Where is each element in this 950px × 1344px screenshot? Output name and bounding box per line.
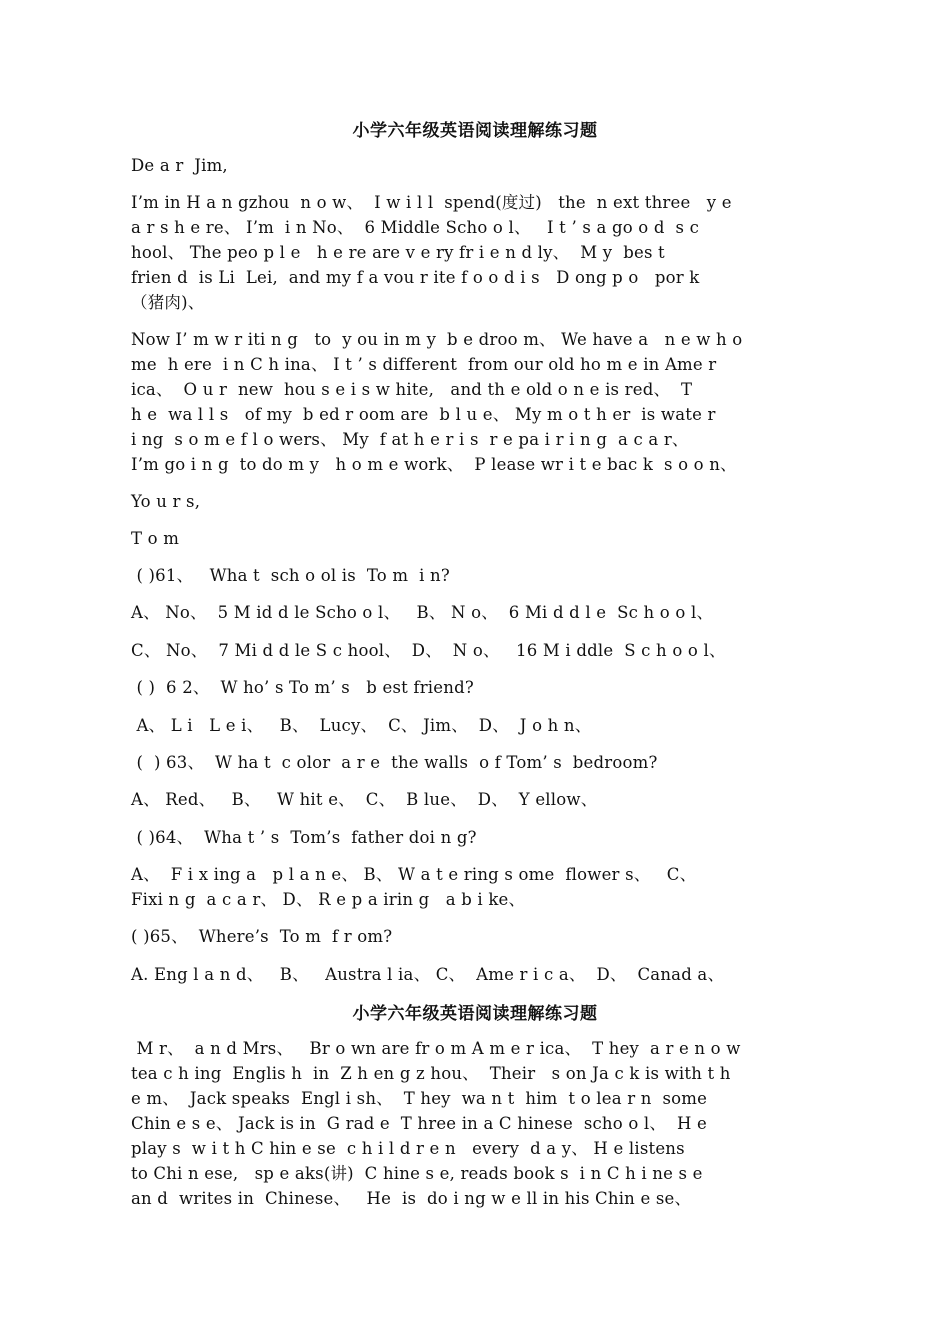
letter-paragraph-1-line: I’m in H a n gzhou n o w、 I w i l l spend(度过) the n ext three y e [131,193,732,212]
letter-paragraph-1-line: （猪肉)、 [131,293,205,312]
question-64: ( )64、 Wha t ’ s Tom’s father doi n g? [131,828,477,847]
question-64-options: A、 F i x ing a p l a n e、 B、 W a t e ring s ome flower s、 C、 [131,865,697,884]
letter-paragraph-1-line: a r s h e re、 I’m i n No、 6 Middle Scho o l、 I t ’ s a go o d s c [131,218,700,237]
question-61-options: C、 No、 7 Mi d d le S c hool、 D、 N o、 16 M i ddle S c h o o l、 [131,641,726,660]
question-64-options: Fixi n g a c a r、 D、 R e p a irin g a b i ke、 [131,890,526,909]
question-65-options: A. Eng l a n d、 B、 Austra l ia、 C、 Ame r i c a、 D、 Canad a、 [131,965,725,984]
passage-2-line: to Chi n ese, sp e aks(讲) C hine s e, reads book s i n C h i ne s e [131,1164,703,1183]
passage-2-line: Chin e s e、 Jack is in G rad e T hree in a C hinese scho o l、 H e [131,1114,707,1133]
question-62-options: A、 L i L e i、 B、 Lucy、 C、 Jim、 D、 J o h n、 [131,716,592,735]
letter-greeting: De a r Jim, [131,156,228,175]
passage-2-line: play s w i t h C hin e se c h i l d r e n every d a y、 H e listens [131,1139,685,1158]
question-63: ( ) 63、 W ha t c olor a r e the walls o f Tom’ s bedroom? [131,753,658,772]
section-1-title: 小学六年级英语阅读理解练习题 [352,121,598,141]
passage-2-line: an d writes in Chinese、 He is do i ng w e ll in his Chin e se、 [131,1189,692,1208]
question-61: ( )61、 Wha t sch o ol is To m i n? [131,566,450,585]
passage-2-line: tea c h ing Englis h in Z h en g z hou、 Their s on Ja c k is with t h [131,1064,731,1083]
letter-closing: Yo u r s, [131,492,201,511]
letter-paragraph-2-line: I’m go i n g to do m y h o m e work、 P lease wr i t e bac k s o o n、 [131,455,737,474]
passage-2-line: e m、 Jack speaks Engl i sh、 T hey wa n t him t o lea r n some [131,1089,708,1108]
letter-paragraph-2-line: me h ere i n C h ina、 I t ’ s different from our old ho m e in Ame r [131,355,717,374]
letter-signature: T o m [131,529,180,548]
passage-2-line: M r、 a n d Mrs、 Br o wn are fr o m A m e r ica、 T hey a r e n o w [131,1039,741,1058]
question-61-options: A、 No、 5 M id d le Scho o l、 B、 N o、 6 Mi d d l e Sc h o o l、 [131,603,714,622]
letter-paragraph-1-line: hool、 The peo p l e h e re are v e ry fr i e n d ly、 M y bes t [131,243,665,262]
question-63-options: A、 Red、 B、 W hit e、 C、 B lue、 D、 Y ellow、 [131,790,598,809]
letter-paragraph-2-line: i ng s o m e f l o wers、 My f at h e r i s r e pa i r i n g a c a r、 [131,430,689,449]
letter-paragraph-2-line: h e wa l l s of my b ed r oom are b l u e、 My m o t h er is wate r [131,405,716,424]
letter-paragraph-2-line: Now I’ m w r iti n g to y ou in m y b e droo m、 We have a n e w h o [131,330,743,349]
question-62: ( ) 6 2、 W ho’ s To m’ s b est friend? [131,678,474,697]
question-65: ( )65、 Where’s To m f r om? [131,927,393,946]
letter-paragraph-2-line: ica、 O u r new hou s e i s w hite, and th e old o n e is red、 T [131,380,693,399]
letter-paragraph-1-line: frien d is Li Lei, and my f a vou r ite f o o d i s D ong p o por k [131,268,700,287]
section-2-title: 小学六年级英语阅读理解练习题 [352,1004,598,1024]
